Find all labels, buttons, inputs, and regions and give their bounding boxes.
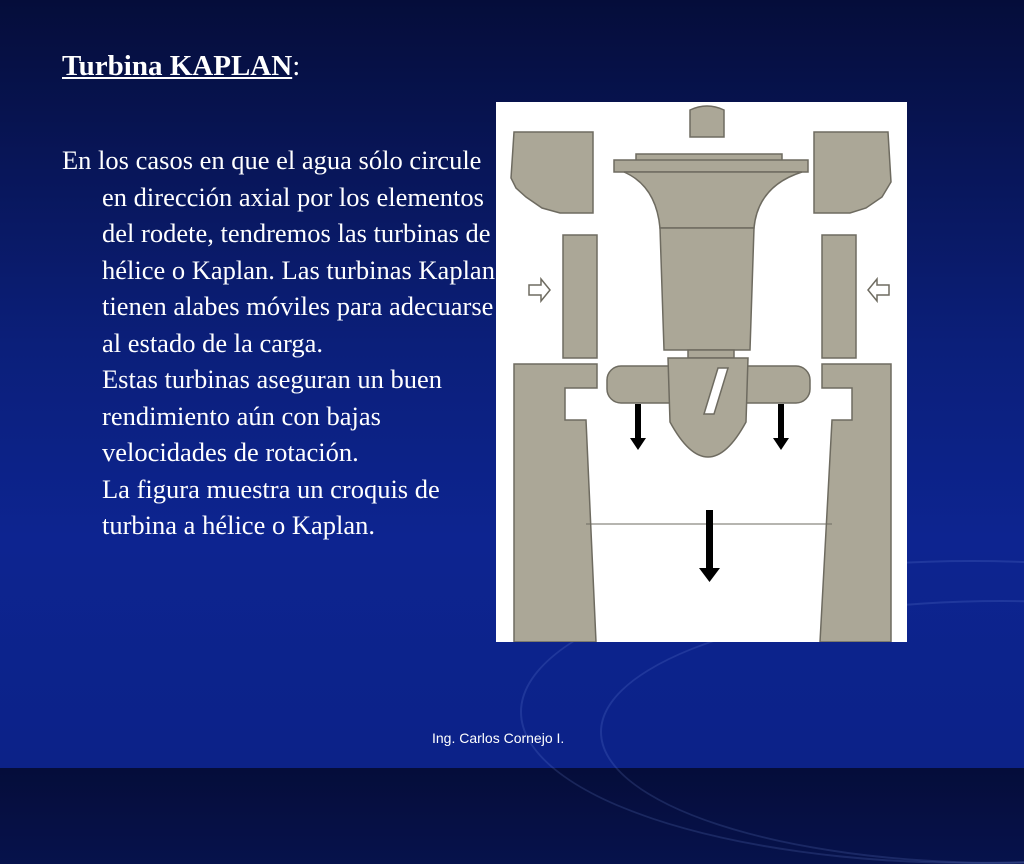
inflow-arrow-left-icon	[529, 279, 550, 301]
flow-arrow-left-icon	[630, 404, 646, 450]
slide-body	[62, 142, 502, 544]
slide-title-text: Turbina KAPLAN	[62, 50, 293, 82]
shaft	[690, 106, 724, 137]
flow-arrow-right-icon	[773, 404, 789, 450]
casing-top-left	[511, 132, 593, 213]
casing-top-right	[814, 132, 891, 213]
slide-title-colon: :	[292, 50, 301, 82]
runner-bell	[624, 172, 802, 228]
body-paragraph-2: Estas turbinas aseguran un buen rendimiento aún con bajas velocidades de rotación.	[102, 364, 442, 467]
body-paragraph-1: En los casos en que el agua sólo circule en dirección axial por los elementos del rodete, tendremos las turbinas de hélice o Kaplan. Las turbinas Kaplan tienen alabes móviles para adecuarse al estado de la carga.	[62, 145, 495, 358]
flow-arrow-center-icon	[699, 510, 720, 582]
footer-author: Ing. Carlos Cornejo I.	[432, 730, 565, 746]
body-paragraph-3: La figura muestra un croquis de turbina a hélice o Kaplan.	[102, 473, 440, 540]
runner-neck	[688, 350, 734, 358]
inflow-arrow-right-icon	[868, 279, 889, 301]
stay-vane-left	[563, 235, 597, 358]
stay-vane-right	[822, 235, 856, 358]
kaplan-turbine-diagram-icon	[496, 102, 907, 642]
shaft-flange-lower	[614, 160, 808, 172]
casing-lower-left	[514, 364, 597, 642]
kaplan-turbine-figure	[496, 102, 907, 642]
casing-lower-right	[820, 364, 891, 642]
runner-hub-upper	[660, 228, 754, 350]
slide-title	[62, 50, 300, 83]
